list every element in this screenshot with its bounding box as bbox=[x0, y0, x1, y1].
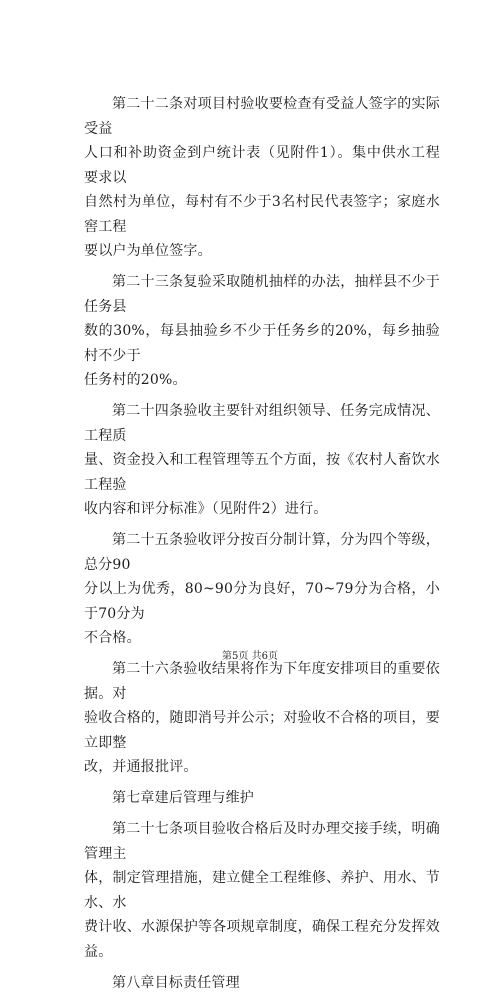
text-line: 第七章建后管理与维护 bbox=[112, 790, 254, 806]
text-line: 任务村的20%。 bbox=[84, 372, 187, 388]
paragraph-article-22 bbox=[84, 92, 440, 264]
text-line: 改，并通报批评。 bbox=[84, 759, 198, 775]
paragraph-article-23 bbox=[84, 270, 440, 393]
text-line: 人口和补助资金到户统计表（见附件1）。集中供水工程要求以 bbox=[84, 145, 440, 186]
text-line: 第八章目标责任管理 bbox=[112, 974, 240, 991]
text-line: 第二十三条复验采取随机抽样的办法，抽样县不少于任务县 bbox=[84, 274, 440, 315]
text-line: 分以上为优秀，80~90分为良好，70~79分为合格，小于70分为 bbox=[84, 581, 440, 622]
text-line: 第二十六条验收结果将作为下年度安排项目的重要依据。对 bbox=[84, 661, 440, 702]
chapter-heading-8 bbox=[84, 971, 440, 996]
text-line: 不合格。 bbox=[84, 630, 141, 646]
text-line: 体，制定管理措施，建立健全工程维修、养护、用水、节水、水 bbox=[84, 870, 440, 911]
text-line: 费计收、水源保护等各项规章制度，确保工程充分发挥效益。 bbox=[84, 919, 440, 960]
text-line: 第二十二条对项目村验收要检查有受益人签字的实际受益 bbox=[84, 96, 440, 137]
paragraph-article-25 bbox=[84, 528, 440, 651]
document-body bbox=[84, 92, 440, 1002]
text-line: 量、资金投入和工程管理等五个方面，按《农村人畜饮水工程验 bbox=[84, 452, 440, 493]
page-number-footer: 第5页 共6页 bbox=[222, 651, 278, 662]
text-line: 第二十七条项目验收合格后及时办理交接手续，明确管理主 bbox=[84, 821, 440, 862]
text-line: 收内容和评分标准》（见附件2）进行。 bbox=[84, 501, 328, 517]
text-line: 要以户为单位签字。 bbox=[84, 243, 212, 259]
text-line: 第二十四条验收主要针对组织领导、任务完成情况、工程质 bbox=[84, 403, 440, 444]
paragraph-article-24 bbox=[84, 399, 440, 522]
text-line: 自然村为单位，每村有不少于3名村民代表签字；家庭水窖工程 bbox=[84, 194, 440, 235]
text-line: 验收合格的，随即消号并公示；对验收不合格的项目，要立即整 bbox=[84, 710, 440, 751]
text-line: 数的30%，每县抽验乡不少于任务乡的20%，每乡抽验村不少于 bbox=[84, 323, 440, 364]
text-line: 第二十五条验收评分按百分制计算，分为四个等级，总分90 bbox=[84, 532, 440, 573]
paragraph-article-27 bbox=[84, 817, 440, 964]
chapter-heading-7 bbox=[84, 786, 440, 811]
paragraph-article-26 bbox=[84, 657, 440, 780]
